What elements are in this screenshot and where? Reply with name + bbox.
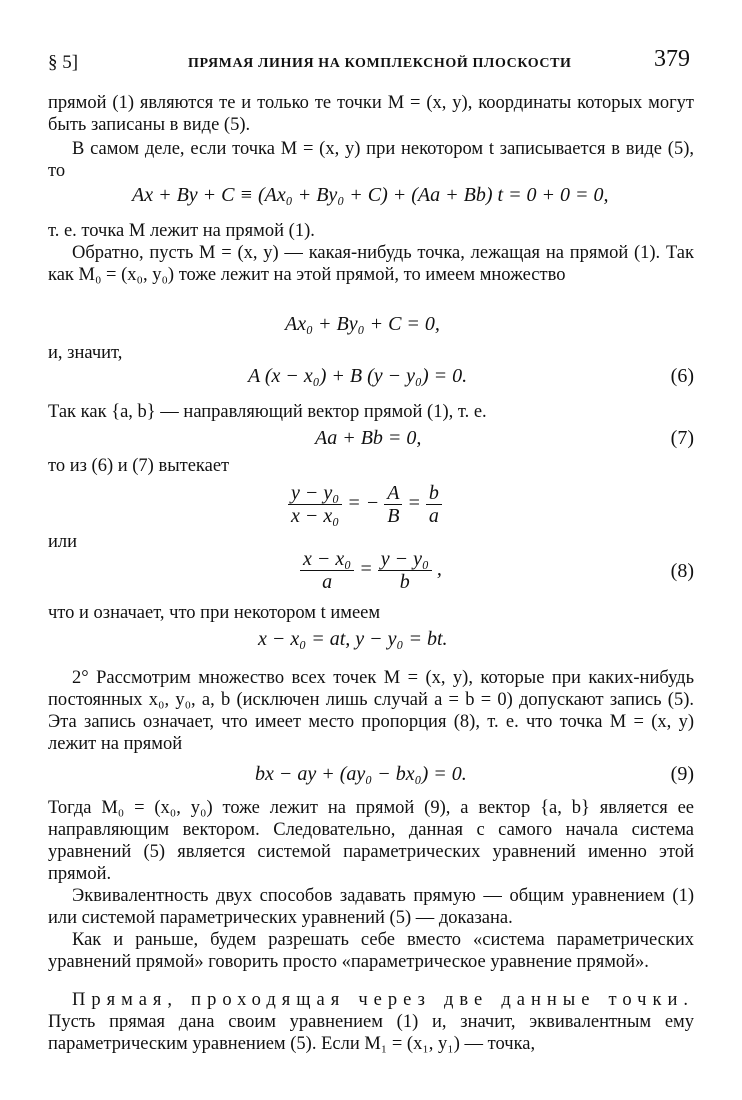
fraction [378, 548, 432, 593]
numerator: y − y₀ [288, 482, 342, 505]
page-header [48, 46, 694, 80]
equation-3-number: (6) [670, 365, 694, 387]
equation-1: Ax + By + C ≡ (Ax₀ + By₀ + C) + (Aa + Bb) t = 0 + 0 = 0, [132, 184, 609, 206]
equation-7: x − x₀ = at, y − y₀ = bt. [258, 628, 448, 650]
fraction [288, 482, 342, 527]
page-number: 379 [654, 46, 690, 72]
paragraph-3: т. е. точка M лежит на прямой (1). [48, 221, 315, 241]
equation-6-number: (8) [670, 560, 694, 582]
paragraph-8: или [48, 532, 78, 552]
paragraph-5: и, значит, [48, 343, 123, 363]
equation-2: Ax₀ + By₀ + C = 0, [285, 313, 440, 335]
section-heading: Прямая, проходящая через две данные точки. [72, 990, 694, 1010]
operator: = [407, 492, 421, 515]
paragraph-1: прямой (1) являются те и только те точки M = (x, y), координаты которых могут быть записаны в виде (5). [48, 93, 694, 135]
paragraph-2: В самом деле, если точка M = (x, y) при некотором t записывается в виде (5), то [48, 139, 694, 181]
fraction [384, 482, 402, 527]
paragraph-14 [48, 989, 694, 1055]
paragraph-13: Как и раньше, будем разрешать себе вместо «система параметрических уравнений прямой» говорить просто «параметрическое уравнение прямой». [48, 930, 694, 972]
fraction [300, 548, 354, 593]
operator: = [359, 558, 373, 581]
equation-6 [300, 548, 442, 593]
paragraph-4: Обратно, пусть M = (x, y) — какая-нибудь точка, лежащая на прямой (1). Так как M₀ = (x₀, y₀) тоже лежит на этой прямой, то имеем множество [48, 243, 694, 285]
section-marker: § 5] [48, 52, 79, 73]
denominator: a [322, 571, 333, 593]
denominator: x − x₀ [291, 505, 340, 527]
equation-3: A (x − x₀) + B (y − y₀) = 0. [248, 365, 468, 387]
numerator: A [384, 482, 402, 505]
operator: = − [347, 492, 380, 515]
equation-5 [288, 482, 442, 527]
paragraph-9: что и означает, что при некотором t имеем [48, 603, 381, 623]
punctuation: , [436, 558, 442, 581]
numerator: b [426, 482, 442, 505]
paragraph-10: 2° Рассмотрим множество всех точек M = (x, y), которые при каких-нибудь постоянных x₀, y₀, a, b (исключен лишь случай a = b = 0) допускают запись (5). Эта запись означает, что имеет место пропорция (8), т. е. что точка M = (x, y) лежит на прямой [48, 668, 694, 754]
denominator: a [428, 505, 439, 527]
denominator: b [399, 571, 410, 593]
paragraph-7: то из (6) и (7) вытекает [48, 456, 230, 476]
numerator: x − x₀ [300, 548, 354, 571]
equation-8-number: (9) [670, 763, 694, 785]
paragraph-14-text: Пусть прямая дана своим уравнением (1) и, значит, эквивалентным ему параметрическим уравнением (5). Если M₁ = (x₁, y₁) — точка, [48, 1012, 694, 1054]
paragraph-12: Эквивалентность двух способов задавать прямую — общим уравнением (1) или системой параметрических уравнений (5) — доказана. [48, 886, 694, 928]
fraction [426, 482, 442, 527]
equation-8: bx − ay + (ay₀ − bx₀) = 0. [255, 763, 467, 785]
numerator: y − y₀ [378, 548, 432, 571]
denominator: B [387, 505, 400, 527]
equation-4-number: (7) [670, 427, 694, 449]
paragraph-11: Тогда M₀ = (x₀, y₀) тоже лежит на прямой (9), а вектор {a, b} является ее направляющим вектором. Следовательно, данная с самого начала система уравнений (5) является системой параметрических уравнений именно этой прямой. [48, 798, 694, 884]
equation-4: Aa + Bb = 0, [315, 427, 422, 449]
running-title: ПРЯМАЯ ЛИНИЯ НА КОМПЛЕКСНОЙ ПЛОСКОСТИ [188, 56, 572, 71]
paragraph-6: Так как {a, b} — направляющий вектор прямой (1), т. е. [48, 402, 487, 422]
